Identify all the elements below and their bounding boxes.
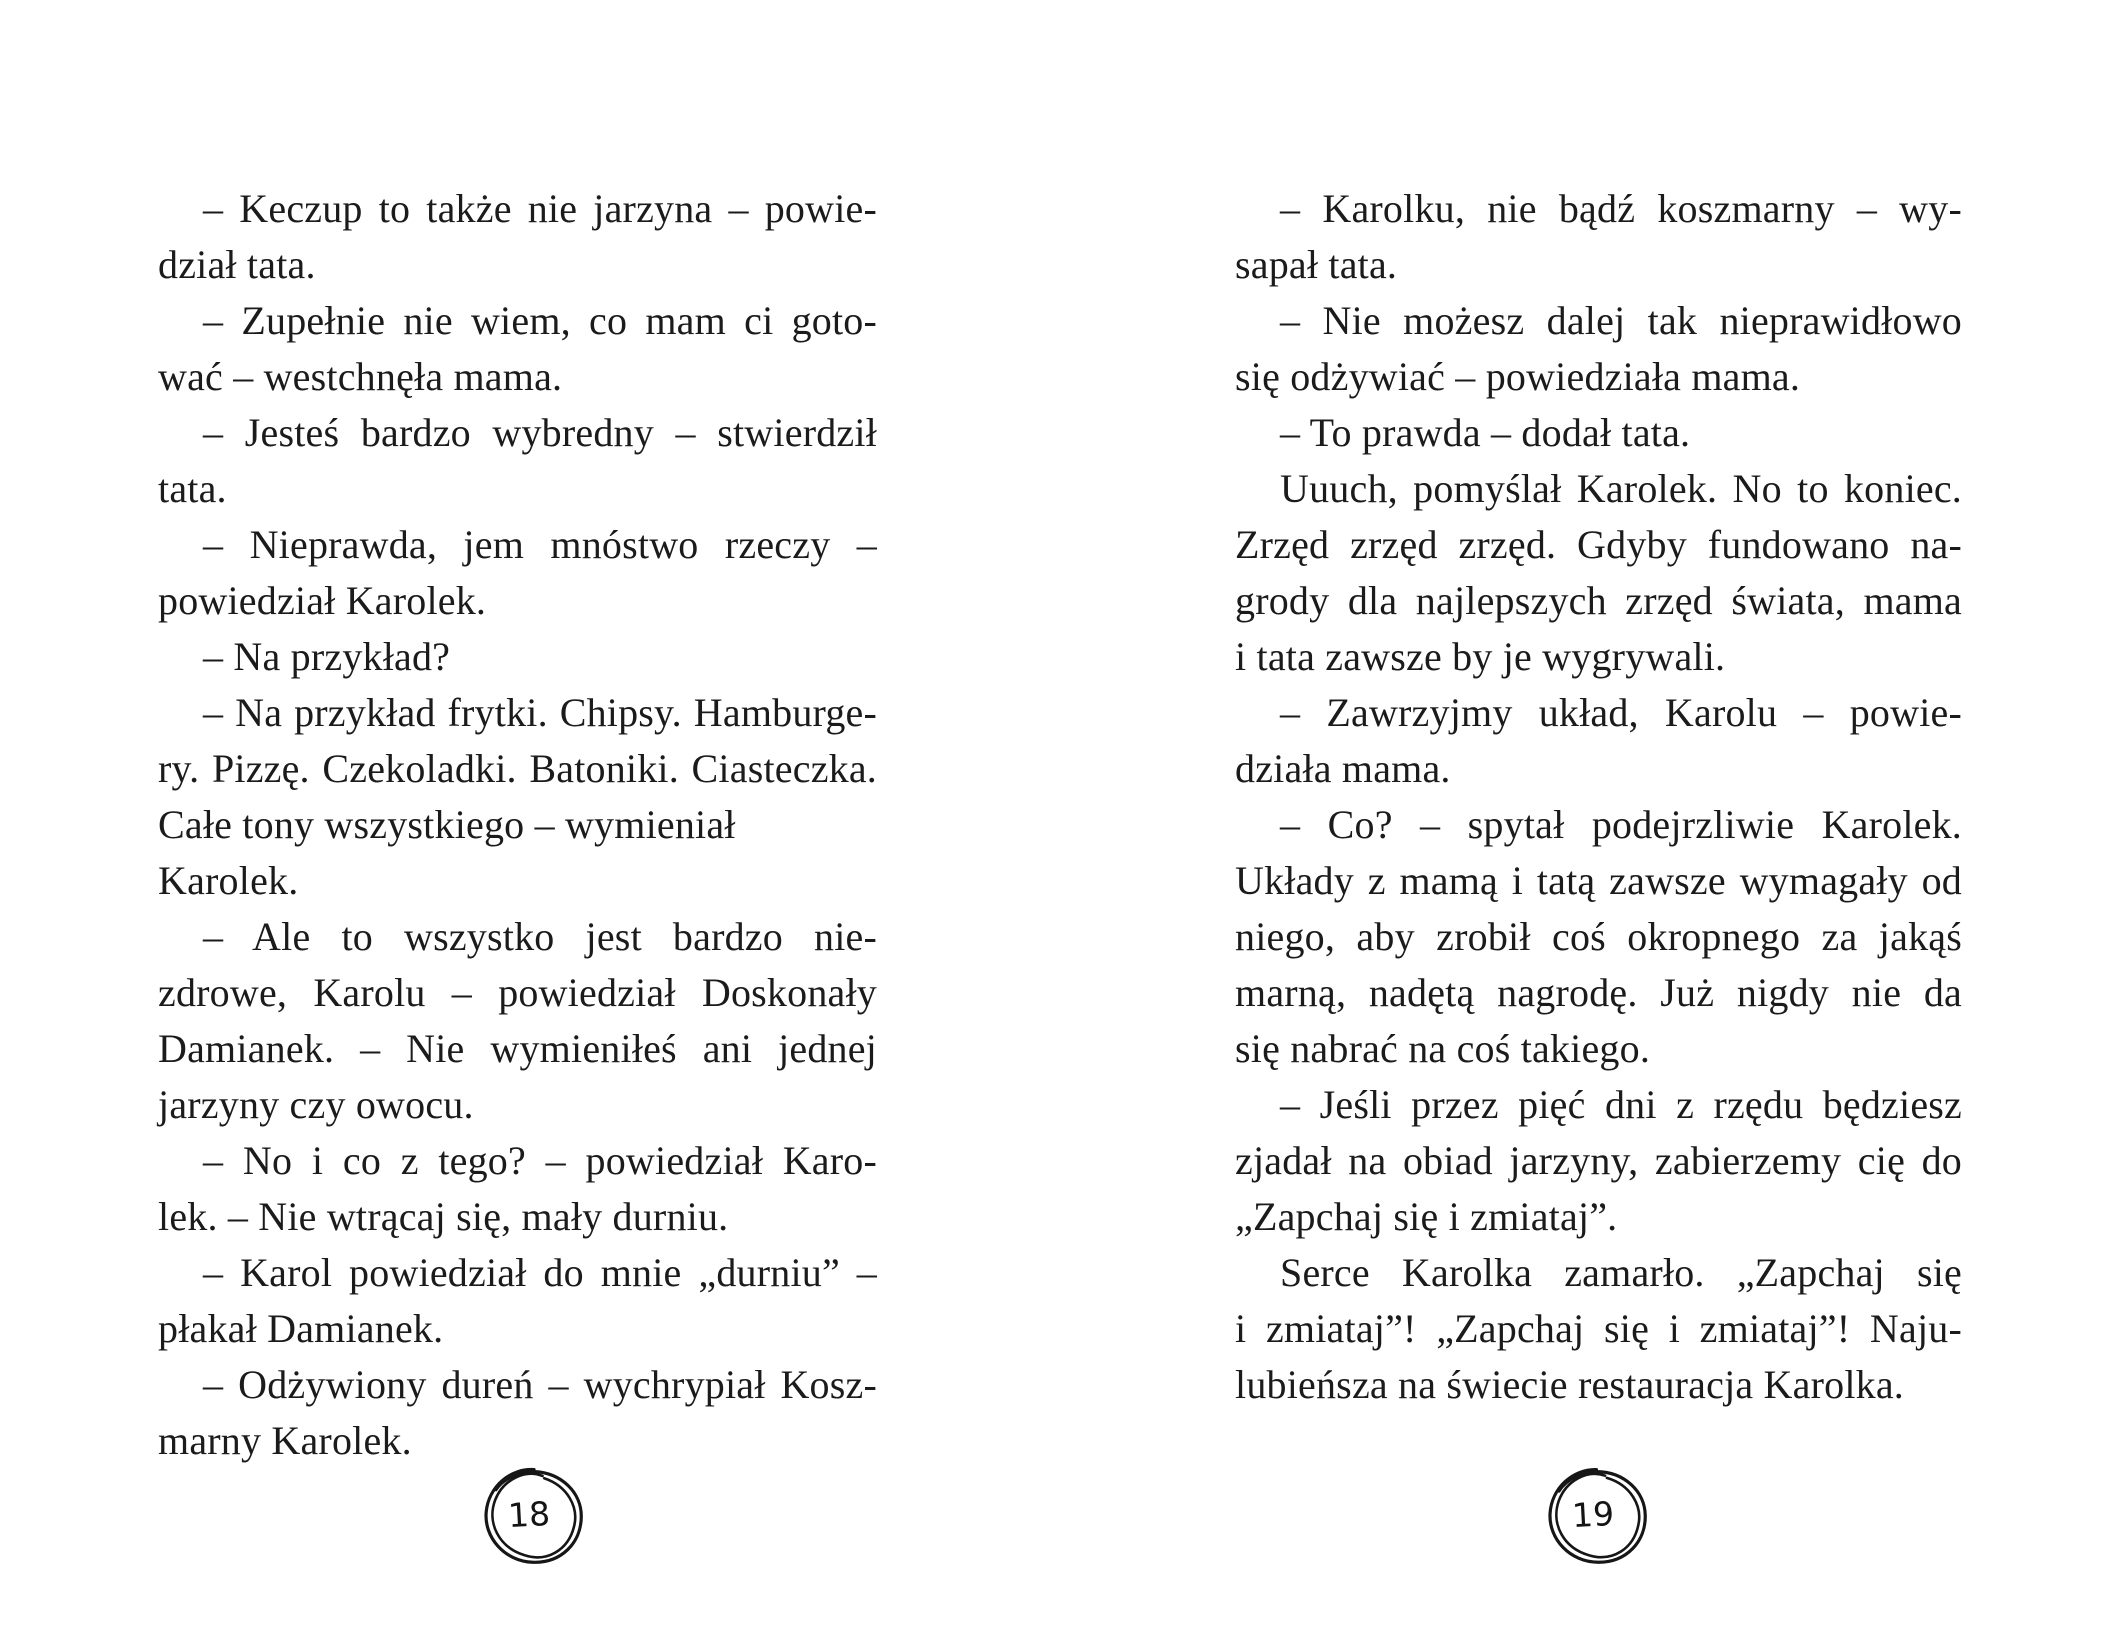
right-page-number-ornament bbox=[1542, 1462, 1652, 1572]
left-page-number-ornament bbox=[478, 1462, 588, 1572]
text-line: Całe tony wszystkiego – wymieniał Karolek. bbox=[158, 802, 736, 903]
text-line: – Na przykład? bbox=[203, 634, 451, 679]
text-line: dział tata. bbox=[158, 242, 316, 287]
text-line: się odżywiać – powiedziała mama. bbox=[1235, 354, 1801, 399]
text-line: się nabrać na coś takiego. bbox=[1235, 1026, 1651, 1071]
text-line: tata. bbox=[158, 466, 227, 511]
text-line: powiedział Karolek. bbox=[158, 578, 487, 623]
text-line: Uuuch, pomyślał Karolek. No to koniec. bbox=[1280, 466, 1962, 511]
text-line: sapał tata. bbox=[1235, 242, 1398, 287]
text-line: – Odżywiony dureń – wychrypiał Kosz- bbox=[203, 1362, 877, 1407]
text-line: płakał Damianek. bbox=[158, 1306, 444, 1351]
left-page-number: 18 bbox=[507, 1493, 551, 1535]
text-line: – Jesteś bardzo wybredny – stwierdził bbox=[203, 410, 877, 455]
text-line: Damianek. – Nie wymieniłeś ani jednej bbox=[158, 1026, 877, 1071]
text-line: lek. – Nie wtrącaj się, mały durniu. bbox=[158, 1194, 729, 1239]
text-line: działa mama. bbox=[1235, 746, 1451, 791]
text-line: niego, aby zrobił coś okropnego za jakąś bbox=[1235, 914, 1962, 959]
text-line: zjadał na obiad jarzyny, zabierzemy cię do bbox=[1235, 1138, 1962, 1183]
text-line: – Karol powiedział do mnie „durniu” – bbox=[203, 1250, 877, 1295]
left-page-text-column bbox=[158, 181, 877, 1469]
text-line: marny Karolek. bbox=[158, 1418, 412, 1463]
text-line: – No i co z tego? – powiedział Karo- bbox=[203, 1138, 877, 1183]
text-line: lubieńsza na świecie restauracja Karolka. bbox=[1235, 1362, 1904, 1407]
text-line: – Ale to wszystko jest bardzo nie- bbox=[203, 914, 877, 959]
text-line: Zrzęd zrzęd zrzęd. Gdyby fundowano na- bbox=[1235, 522, 1962, 567]
text-line: – Zawrzyjmy układ, Karolu – powie- bbox=[1280, 690, 1962, 735]
text-line: zdrowe, Karolu – powiedział Doskonały bbox=[158, 970, 877, 1015]
text-line: – Nie możesz dalej tak nieprawidłowo bbox=[1280, 298, 1962, 343]
text-line: wać – westchnęła mama. bbox=[158, 354, 563, 399]
text-line: „Zapchaj się i zmiataj”. bbox=[1235, 1194, 1618, 1239]
text-line: – Na przykład frytki. Chipsy. Hamburge- bbox=[203, 690, 877, 735]
text-line: marną, nadętą nagrodę. Już nigdy nie da bbox=[1235, 970, 1962, 1015]
text-line: – Nieprawda, jem mnóstwo rzeczy – bbox=[203, 522, 877, 567]
text-line: Serce Karolka zamarło. „Zapchaj się bbox=[1280, 1250, 1962, 1295]
text-line: Układy z mamą i tatą zawsze wymagały od bbox=[1235, 858, 1962, 903]
text-line: ry. Pizzę. Czekoladki. Batoniki. Ciasteczka. bbox=[158, 746, 877, 791]
text-line: – Karolku, nie bądź koszmarny – wy- bbox=[1280, 186, 1962, 231]
text-line: grody dla najlepszych zrzęd świata, mama bbox=[1235, 578, 1962, 623]
text-line: jarzyny czy owocu. bbox=[158, 1082, 474, 1127]
text-line: i tata zawsze by je wygrywali. bbox=[1235, 634, 1726, 679]
right-page-number: 19 bbox=[1571, 1493, 1615, 1535]
text-line: – Jeśli przez pięć dni z rzędu będziesz bbox=[1280, 1082, 1962, 1127]
text-line: i zmiataj”! „Zapchaj się i zmiataj”! Naju- bbox=[1235, 1306, 1962, 1351]
text-line: – To prawda – dodał tata. bbox=[1280, 410, 1691, 455]
right-page-text-column bbox=[1235, 181, 1962, 1413]
text-line: – Co? – spytał podejrzliwie Karolek. bbox=[1280, 802, 1962, 847]
text-line: – Zupełnie nie wiem, co mam ci goto- bbox=[203, 298, 877, 343]
text-line: – Keczup to także nie jarzyna – powie- bbox=[203, 186, 877, 231]
